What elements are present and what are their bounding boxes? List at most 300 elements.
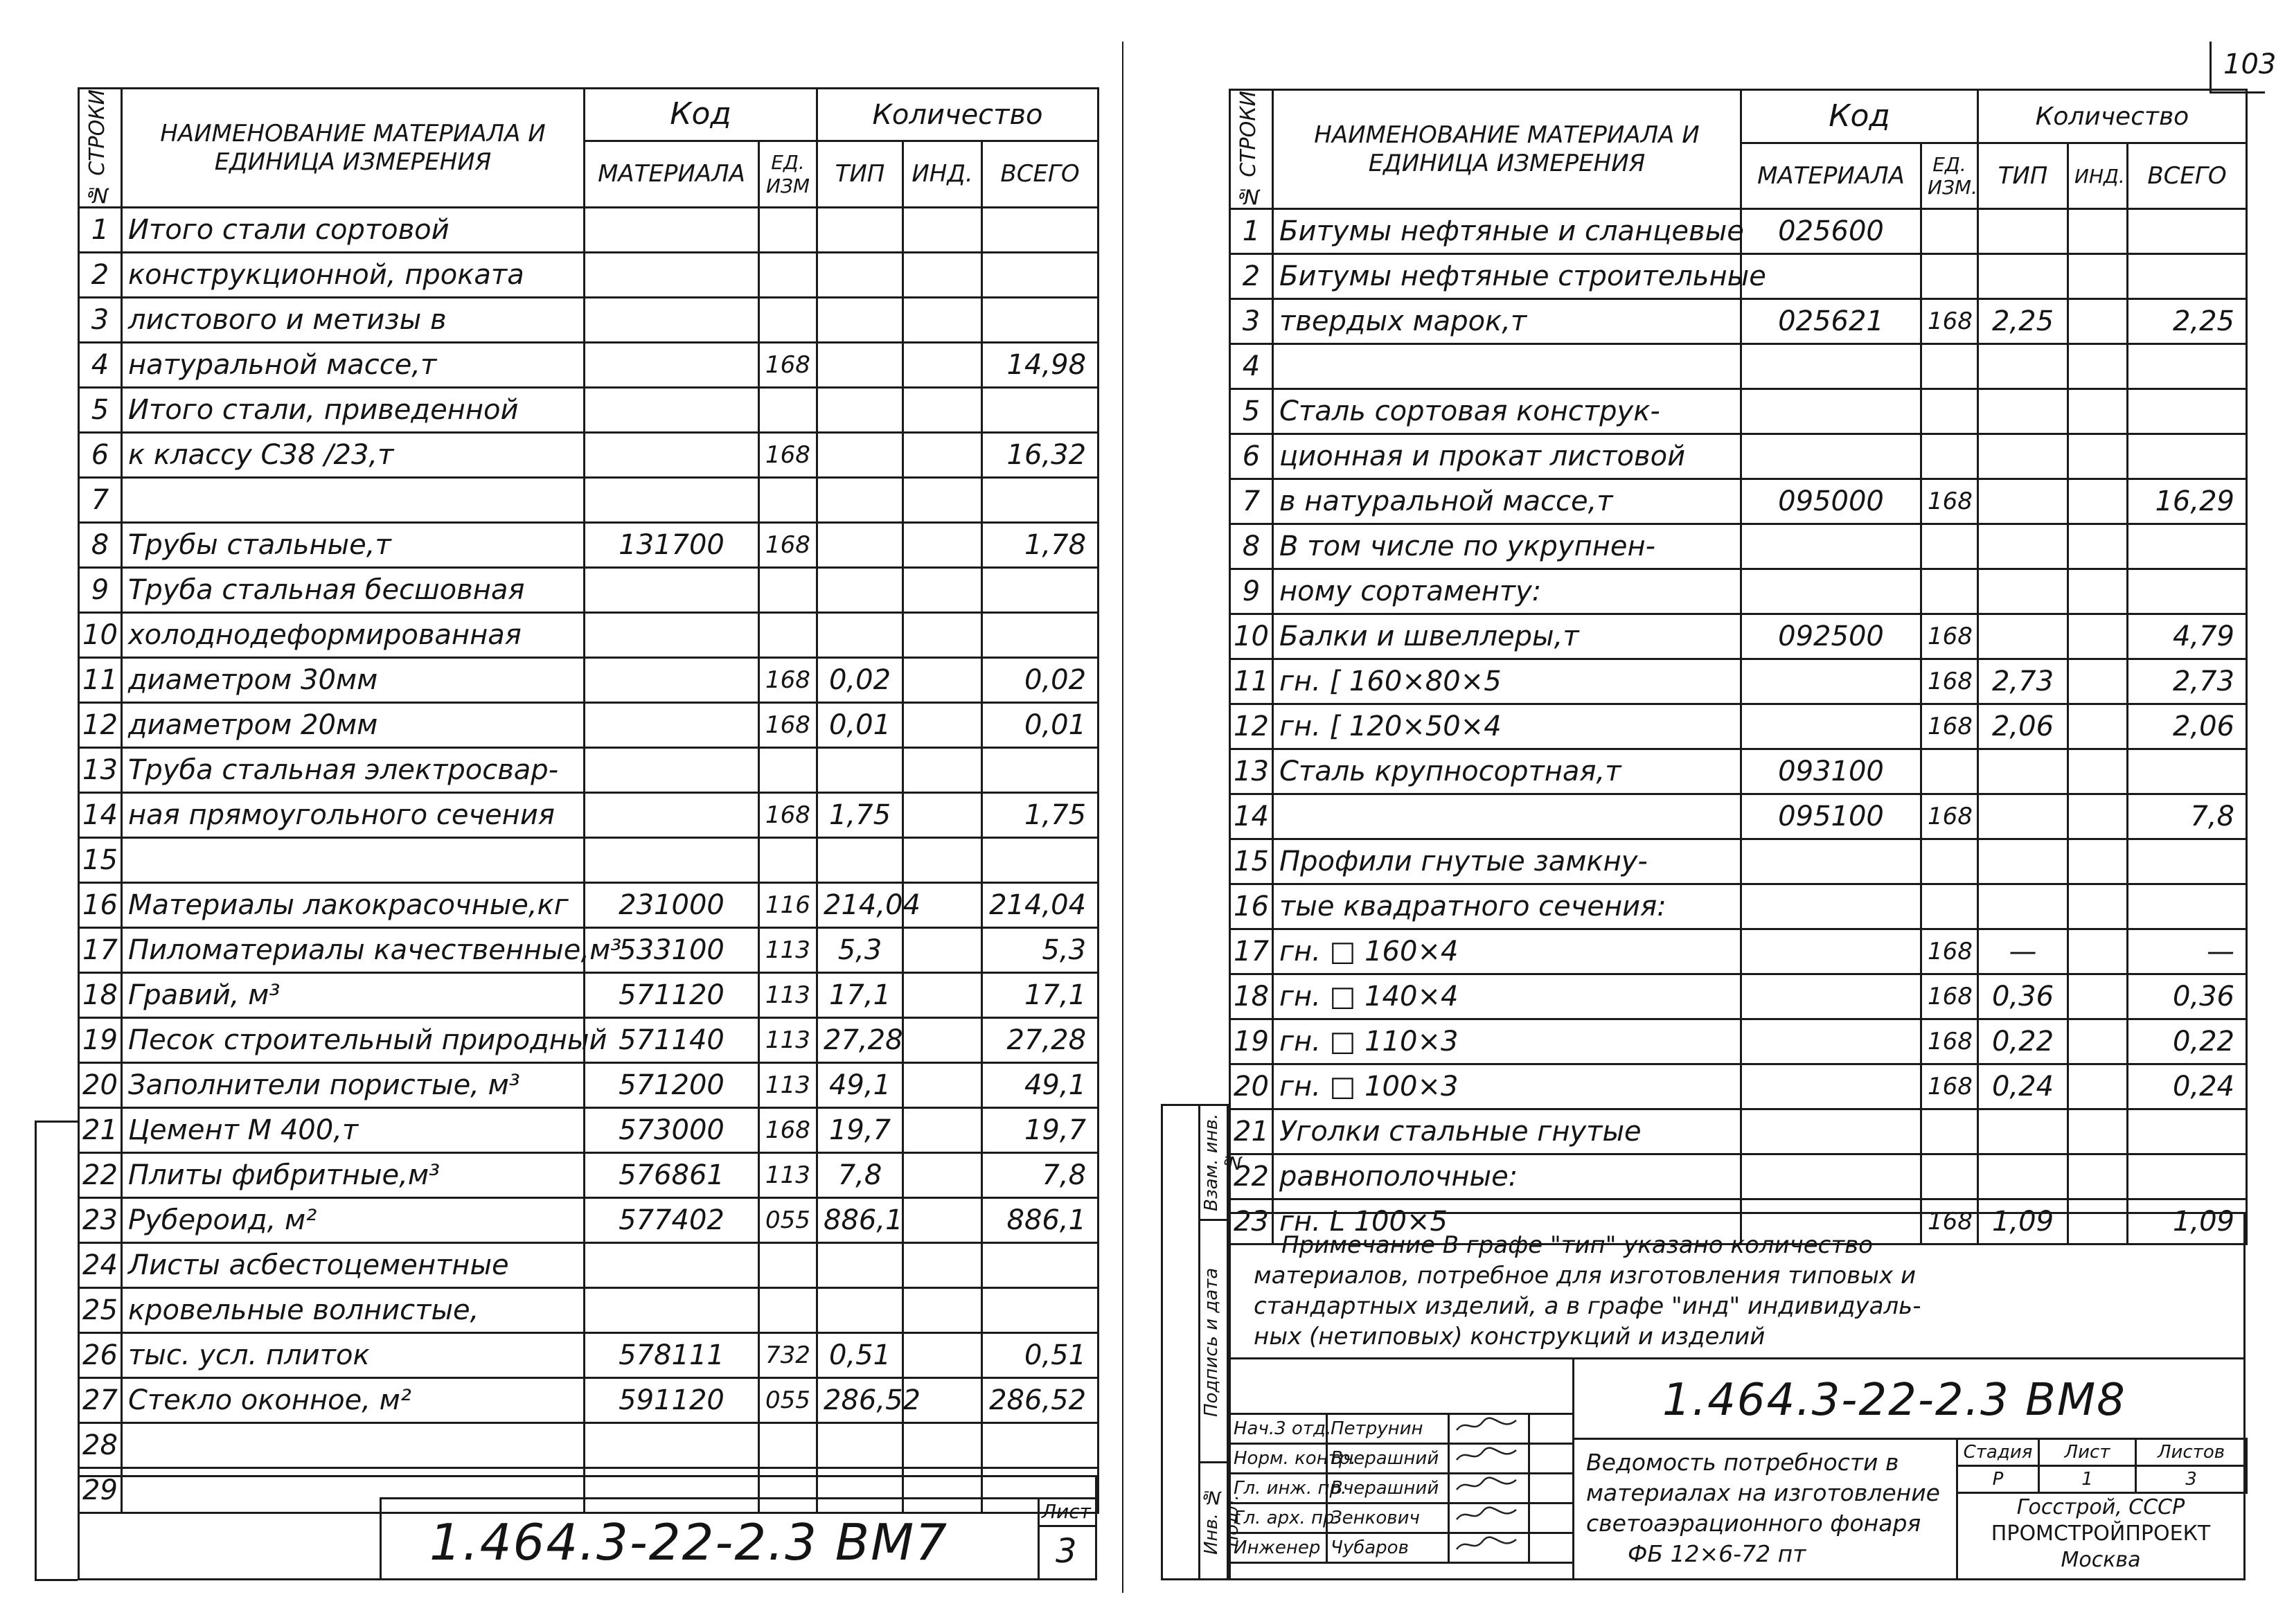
- unit-code: 168: [1921, 614, 1978, 659]
- qty-total: [982, 253, 1099, 298]
- material-name: ному сортаменту:: [1273, 569, 1741, 614]
- table-row: [1230, 1109, 2247, 1154]
- sheets-value: 3: [2136, 1466, 2247, 1493]
- row-number: 8: [79, 523, 122, 568]
- header-name: НАИМЕНОВАНИЕ МАТЕРИАЛА И ЕДИНИЦА ИЗМЕРЕНИЯ: [1273, 90, 1741, 209]
- unit-code: 168: [1921, 704, 1978, 749]
- unit-code: [1921, 749, 1978, 794]
- qty-type: 0,22: [1978, 1019, 2068, 1064]
- row-number: 4: [1230, 344, 1273, 389]
- qty-ind: [2068, 794, 2128, 839]
- signature-cell: [1449, 1533, 1529, 1563]
- table-row: [1230, 569, 2247, 614]
- qty-ind: [903, 1243, 982, 1288]
- qty-ind: [903, 838, 982, 883]
- qty-ind: [903, 478, 982, 523]
- row-number: 23: [1230, 1199, 1273, 1244]
- material-code: [585, 568, 759, 613]
- document-title: [1586, 1447, 1940, 1569]
- org-line: ПРОМСТРОЙПРОЕКТ: [1991, 1522, 2211, 1546]
- unit-code: [759, 568, 817, 613]
- material-name: [122, 1423, 585, 1468]
- unit-code: [1921, 254, 1978, 299]
- staff-name: Петрунин: [1327, 1414, 1449, 1444]
- unit-code: 732: [759, 1333, 817, 1378]
- qty-type: [1978, 569, 2068, 614]
- material-code: 577402: [585, 1198, 759, 1243]
- qty-ind: [2068, 524, 2128, 569]
- header-code: Код: [1741, 90, 1978, 143]
- row-number: 8: [1230, 524, 1273, 569]
- qty-type: 0,24: [1978, 1064, 2068, 1109]
- material-code: 571120: [585, 973, 759, 1018]
- qty-total: 2,73: [2128, 659, 2247, 704]
- note-line: материалов, потребное для изготовления типовых и: [1254, 1262, 1917, 1290]
- stamp-divider: [1038, 1525, 1097, 1527]
- material-name: твердых марок,т: [1273, 299, 1741, 344]
- qty-ind: [903, 1333, 982, 1378]
- table-row: [79, 1153, 1099, 1198]
- unit-code: 168: [1921, 1199, 1978, 1244]
- unit-code: 113: [759, 1153, 817, 1198]
- qty-total: [2128, 434, 2247, 479]
- unit-code: [759, 613, 817, 658]
- table-row: [79, 703, 1099, 748]
- qty-total: [2128, 524, 2247, 569]
- staff-row: [1230, 1503, 1574, 1533]
- note-line: стандартных изделий, а в графе "инд" индивидуаль-: [1254, 1292, 1921, 1320]
- material-name: [122, 838, 585, 883]
- qty-type: 2,73: [1978, 659, 2068, 704]
- row-number: 10: [79, 613, 122, 658]
- qty-total: [2128, 254, 2247, 299]
- material-name: Гравий, м³: [122, 973, 585, 1018]
- material-name: [1273, 344, 1741, 389]
- header-qty: Количество: [1978, 90, 2247, 143]
- left-margin-line: [78, 87, 80, 1580]
- unit-code: 168: [759, 523, 817, 568]
- qty-type: 27,28: [817, 1018, 903, 1063]
- qty-ind: [903, 793, 982, 838]
- qty-type: [817, 298, 903, 343]
- qty-total: [2128, 839, 2247, 884]
- row-number: 14: [1230, 794, 1273, 839]
- note-line: ных (нетиповых) конструкций и изделий: [1254, 1323, 1766, 1350]
- row-number: 18: [1230, 974, 1273, 1019]
- material-code: 571200: [585, 1063, 759, 1108]
- unit-code: [1921, 344, 1978, 389]
- material-code: 025621: [1741, 299, 1921, 344]
- table-row: [1230, 749, 2247, 794]
- row-number: 10: [1230, 614, 1273, 659]
- page-number: 103: [2223, 48, 2277, 80]
- stamp-divider: [1572, 1357, 1574, 1580]
- table-row: [1230, 794, 2247, 839]
- row-number: 24: [79, 1243, 122, 1288]
- material-code: 576861: [585, 1153, 759, 1198]
- table-row: [1230, 974, 2247, 1019]
- note-text: [1254, 1230, 1921, 1352]
- qty-total: [982, 748, 1099, 793]
- table-row: [1230, 299, 2247, 344]
- material-name: Сталь сортовая конструк-: [1273, 389, 1741, 434]
- title-line: материалах на изготовление: [1586, 1479, 1940, 1506]
- header-code-material: МАТЕРИАЛА: [1741, 143, 1921, 209]
- left-materials-table: [78, 87, 1099, 1514]
- qty-type: [817, 1288, 903, 1333]
- header-row-no: № СТРОКИ: [1230, 90, 1273, 209]
- date-cell: [1529, 1474, 1574, 1503]
- row-number: 13: [79, 748, 122, 793]
- material-code: [1741, 659, 1921, 704]
- qty-total: [982, 613, 1099, 658]
- qty-type: 19,7: [817, 1108, 903, 1153]
- row-number: 12: [79, 703, 122, 748]
- qty-total: 1,78: [982, 523, 1099, 568]
- material-code: [585, 343, 759, 388]
- qty-total: [2128, 884, 2247, 929]
- qty-total: —: [2128, 929, 2247, 974]
- material-code: [585, 658, 759, 703]
- sheet-label: Лист: [2039, 1439, 2136, 1466]
- qty-type: 2,06: [1978, 704, 2068, 749]
- qty-total: 7,8: [2128, 794, 2247, 839]
- unit-code: 168: [1921, 974, 1978, 1019]
- qty-type: 1,09: [1978, 1199, 2068, 1244]
- qty-type: 286,52: [817, 1378, 903, 1423]
- material-name: Профили гнутые замкну-: [1273, 839, 1741, 884]
- material-code: [585, 1243, 759, 1288]
- qty-type: [1978, 839, 2068, 884]
- material-name: гн. □ 100×3: [1273, 1064, 1741, 1109]
- table-row: [1230, 344, 2247, 389]
- qty-total: [2128, 1109, 2247, 1154]
- header-code-unit: ЕД. ИЗМ.: [1921, 143, 1978, 209]
- material-code: [1741, 1019, 1921, 1064]
- qty-ind: [903, 928, 982, 973]
- qty-type: 0,36: [1978, 974, 2068, 1019]
- unit-code: 113: [759, 973, 817, 1018]
- qty-ind: [903, 973, 982, 1018]
- qty-total: 214,04: [982, 883, 1099, 928]
- unit-code: [1921, 434, 1978, 479]
- material-code: [585, 298, 759, 343]
- date-cell: [1529, 1444, 1574, 1474]
- material-name: Песок строительный природный: [122, 1018, 585, 1063]
- unit-code: 168: [1921, 1064, 1978, 1109]
- material-code: 571140: [585, 1018, 759, 1063]
- qty-total: [982, 208, 1099, 253]
- table-row: [79, 568, 1099, 613]
- table-row: [79, 478, 1099, 523]
- row-number: 19: [79, 1018, 122, 1063]
- qty-ind: [2068, 749, 2128, 794]
- table-row: [79, 1243, 1099, 1288]
- unit-code: [1921, 839, 1978, 884]
- row-number: 15: [1230, 839, 1273, 884]
- signature-cell: [1449, 1414, 1529, 1444]
- qty-total: 1,75: [982, 793, 1099, 838]
- row-number: 19: [1230, 1019, 1273, 1064]
- date-cell: [1529, 1533, 1574, 1563]
- material-name: ная прямоугольного сечения: [122, 793, 585, 838]
- row-number: 16: [79, 883, 122, 928]
- sheet-value: 1: [2039, 1466, 2136, 1493]
- table-row: [1230, 929, 2247, 974]
- material-code: 231000: [585, 883, 759, 928]
- table-row: [1230, 659, 2247, 704]
- staff-row: [1230, 1474, 1574, 1503]
- row-number: 9: [1230, 569, 1273, 614]
- qty-ind: [903, 388, 982, 433]
- material-name: Труба стальная бесшовная: [122, 568, 585, 613]
- table-row: [79, 1198, 1099, 1243]
- unit-code: [759, 298, 817, 343]
- row-number: 6: [1230, 434, 1273, 479]
- unit-code: 168: [1921, 929, 1978, 974]
- row-number: 15: [79, 838, 122, 883]
- qty-type: [1978, 434, 2068, 479]
- material-name: Заполнители пористые, м³: [122, 1063, 585, 1108]
- row-number: 21: [1230, 1109, 1273, 1154]
- material-name: тыс. усл. плиток: [122, 1333, 585, 1378]
- header-qty-type: ТИП: [817, 141, 903, 208]
- material-name: натуральной массе,т: [122, 343, 585, 388]
- qty-type: [817, 478, 903, 523]
- material-name: Трубы стальные,т: [122, 523, 585, 568]
- unit-code: [1921, 389, 1978, 434]
- material-name: Балки и швеллеры,т: [1273, 614, 1741, 659]
- qty-total: 16,29: [2128, 479, 2247, 524]
- qty-type: [1978, 749, 2068, 794]
- unit-code: 055: [759, 1198, 817, 1243]
- row-number: 14: [79, 793, 122, 838]
- org-line: Москва: [2061, 1548, 2141, 1572]
- material-code: [585, 838, 759, 883]
- row-number: 1: [1230, 209, 1273, 254]
- unit-code: 168: [759, 1108, 817, 1153]
- side-divider: [1198, 1461, 1229, 1463]
- material-name: Итого стали, приведенной: [122, 388, 585, 433]
- table-row: [79, 298, 1099, 343]
- row-number: 3: [1230, 299, 1273, 344]
- qty-total: 19,7: [982, 1108, 1099, 1153]
- qty-total: [982, 1243, 1099, 1288]
- material-name: кровельные волнистые,: [122, 1288, 585, 1333]
- material-name: в натуральной массе,т: [1273, 479, 1741, 524]
- left-margin-box: [35, 1121, 78, 1581]
- qty-type: 2,25: [1978, 299, 2068, 344]
- table-row: [1230, 704, 2247, 749]
- qty-ind: [2068, 344, 2128, 389]
- unit-code: [1921, 524, 1978, 569]
- qty-type: [1978, 254, 2068, 299]
- row-number: 18: [79, 973, 122, 1018]
- row-number: 3: [79, 298, 122, 343]
- row-number: 7: [79, 478, 122, 523]
- qty-type: [817, 1423, 903, 1468]
- qty-ind: [2068, 1019, 2128, 1064]
- material-name: гн. □ 110×3: [1273, 1019, 1741, 1064]
- unit-code: 168: [759, 793, 817, 838]
- table-row: [1230, 1154, 2247, 1199]
- qty-type: [817, 1243, 903, 1288]
- material-name: Сталь крупносортная,т: [1273, 749, 1741, 794]
- row-number: 12: [1230, 704, 1273, 749]
- qty-ind: [2068, 839, 2128, 884]
- organization: [1956, 1494, 2246, 1573]
- qty-ind: [903, 253, 982, 298]
- material-code: [585, 1288, 759, 1333]
- note-line: Примечание В графе "тип" указано количество: [1281, 1231, 1873, 1259]
- unit-code: [1921, 569, 1978, 614]
- material-name: Битумы нефтяные строительные: [1273, 254, 1741, 299]
- stage-label: Стадия: [1957, 1439, 2039, 1466]
- qty-type: [817, 523, 903, 568]
- material-code: 093100: [1741, 749, 1921, 794]
- qty-ind: [903, 298, 982, 343]
- unit-code: 168: [1921, 299, 1978, 344]
- material-name: гн. □ 160×4: [1273, 929, 1741, 974]
- unit-code: 168: [759, 433, 817, 478]
- table-row: [79, 973, 1099, 1018]
- qty-ind: [2068, 974, 2128, 1019]
- row-number: 16: [1230, 884, 1273, 929]
- stage-value: Р: [1957, 1466, 2039, 1493]
- staff-role: Нач.3 отд.: [1230, 1414, 1327, 1444]
- qty-ind: [2068, 1154, 2128, 1199]
- header-qty-ind: ИНД.: [2068, 143, 2128, 209]
- unit-code: 168: [759, 703, 817, 748]
- qty-type: [817, 343, 903, 388]
- row-number: 22: [1230, 1154, 1273, 1199]
- material-code: 095100: [1741, 794, 1921, 839]
- qty-total: [982, 388, 1099, 433]
- stamp-divider: [380, 1497, 1097, 1499]
- unit-code: 168: [759, 343, 817, 388]
- date-cell: [1529, 1503, 1574, 1533]
- qty-ind: [2068, 929, 2128, 974]
- qty-total: 14,98: [982, 343, 1099, 388]
- handwritten-signature: [1452, 1504, 1522, 1525]
- side-label-inv-no: Инв. № подл.: [1201, 1486, 1243, 1555]
- qty-type: 17,1: [817, 973, 903, 1018]
- qty-ind: [903, 748, 982, 793]
- qty-total: 0,22: [2128, 1019, 2247, 1064]
- material-name: Листы асбестоцементные: [122, 1243, 585, 1288]
- header-qty-ind: ИНД.: [903, 141, 982, 208]
- material-code: [1741, 1154, 1921, 1199]
- row-number: 25: [79, 1288, 122, 1333]
- table-row: [79, 1018, 1099, 1063]
- material-code: [585, 478, 759, 523]
- table-row: [79, 208, 1099, 253]
- qty-type: [1978, 614, 2068, 659]
- qty-ind: [903, 613, 982, 658]
- material-code: [585, 208, 759, 253]
- qty-total: 27,28: [982, 1018, 1099, 1063]
- row-number: 22: [79, 1153, 122, 1198]
- material-code: [585, 388, 759, 433]
- material-name: диаметром 20мм: [122, 703, 585, 748]
- handwritten-signature: [1452, 1534, 1522, 1555]
- qty-type: [817, 253, 903, 298]
- row-number: 28: [79, 1423, 122, 1468]
- qty-total: [2128, 209, 2247, 254]
- table-row: [79, 793, 1099, 838]
- material-name: холоднодеформированная: [122, 613, 585, 658]
- qty-total: [2128, 389, 2247, 434]
- qty-ind: [903, 1018, 982, 1063]
- header-code-unit: ЕД. ИЗМ: [759, 141, 817, 208]
- qty-type: 1,75: [817, 793, 903, 838]
- material-name: листового и метизы в: [122, 298, 585, 343]
- row-number: 2: [79, 253, 122, 298]
- material-code: [1741, 704, 1921, 749]
- unit-code: [759, 478, 817, 523]
- material-name: гн. □ 140×4: [1273, 974, 1741, 1019]
- qty-total: [2128, 749, 2247, 794]
- qty-type: [1978, 524, 2068, 569]
- row-number: 2: [1230, 254, 1273, 299]
- qty-total: 16,32: [982, 433, 1099, 478]
- left-doc-code: 1.464.3-22-2.3 ВМ7: [429, 1513, 949, 1571]
- staff-row: [1230, 1533, 1574, 1563]
- qty-total: 886,1: [982, 1198, 1099, 1243]
- material-name: Материалы лакокрасочные,кг: [122, 883, 585, 928]
- qty-total: [2128, 569, 2247, 614]
- signature-cell: [1449, 1474, 1529, 1503]
- unit-code: 113: [759, 1063, 817, 1108]
- material-name: гн. L 100×5: [1273, 1199, 1741, 1244]
- qty-total: [982, 298, 1099, 343]
- table-row: [79, 388, 1099, 433]
- qty-type: [1978, 1109, 2068, 1154]
- qty-ind: [2068, 704, 2128, 749]
- qty-ind: [903, 343, 982, 388]
- row-number: 29: [79, 1468, 122, 1513]
- material-code: [1741, 974, 1921, 1019]
- material-name: тые квадратного сечения:: [1273, 884, 1741, 929]
- qty-total: [982, 478, 1099, 523]
- qty-type: —: [1978, 929, 2068, 974]
- qty-total: 286,52: [982, 1378, 1099, 1423]
- qty-ind: [903, 703, 982, 748]
- table-row: [1230, 524, 2247, 569]
- unit-code: [1921, 209, 1978, 254]
- header-qty-type: ТИП: [1978, 143, 2068, 209]
- table-row: [79, 748, 1099, 793]
- qty-total: 5,3: [982, 928, 1099, 973]
- qty-ind: [903, 1153, 982, 1198]
- qty-ind: [903, 658, 982, 703]
- qty-total: [2128, 1154, 2247, 1199]
- material-code: [1741, 569, 1921, 614]
- header-qty-total: ВСЕГО: [982, 141, 1099, 208]
- table-row: [79, 1333, 1099, 1378]
- qty-ind: [2068, 1109, 2128, 1154]
- material-code: [1741, 929, 1921, 974]
- qty-ind: [2068, 299, 2128, 344]
- staff-role: Гл. инж. пр.: [1230, 1474, 1327, 1503]
- unit-code: 113: [759, 1018, 817, 1063]
- qty-type: [817, 568, 903, 613]
- material-code: [1741, 254, 1921, 299]
- material-code: 092500: [1741, 614, 1921, 659]
- staff-name: Зенкович: [1327, 1503, 1449, 1533]
- material-name: Битумы нефтяные и сланцевые: [1273, 209, 1741, 254]
- title-line: ФБ 12×6-72 пт: [1628, 1540, 1806, 1567]
